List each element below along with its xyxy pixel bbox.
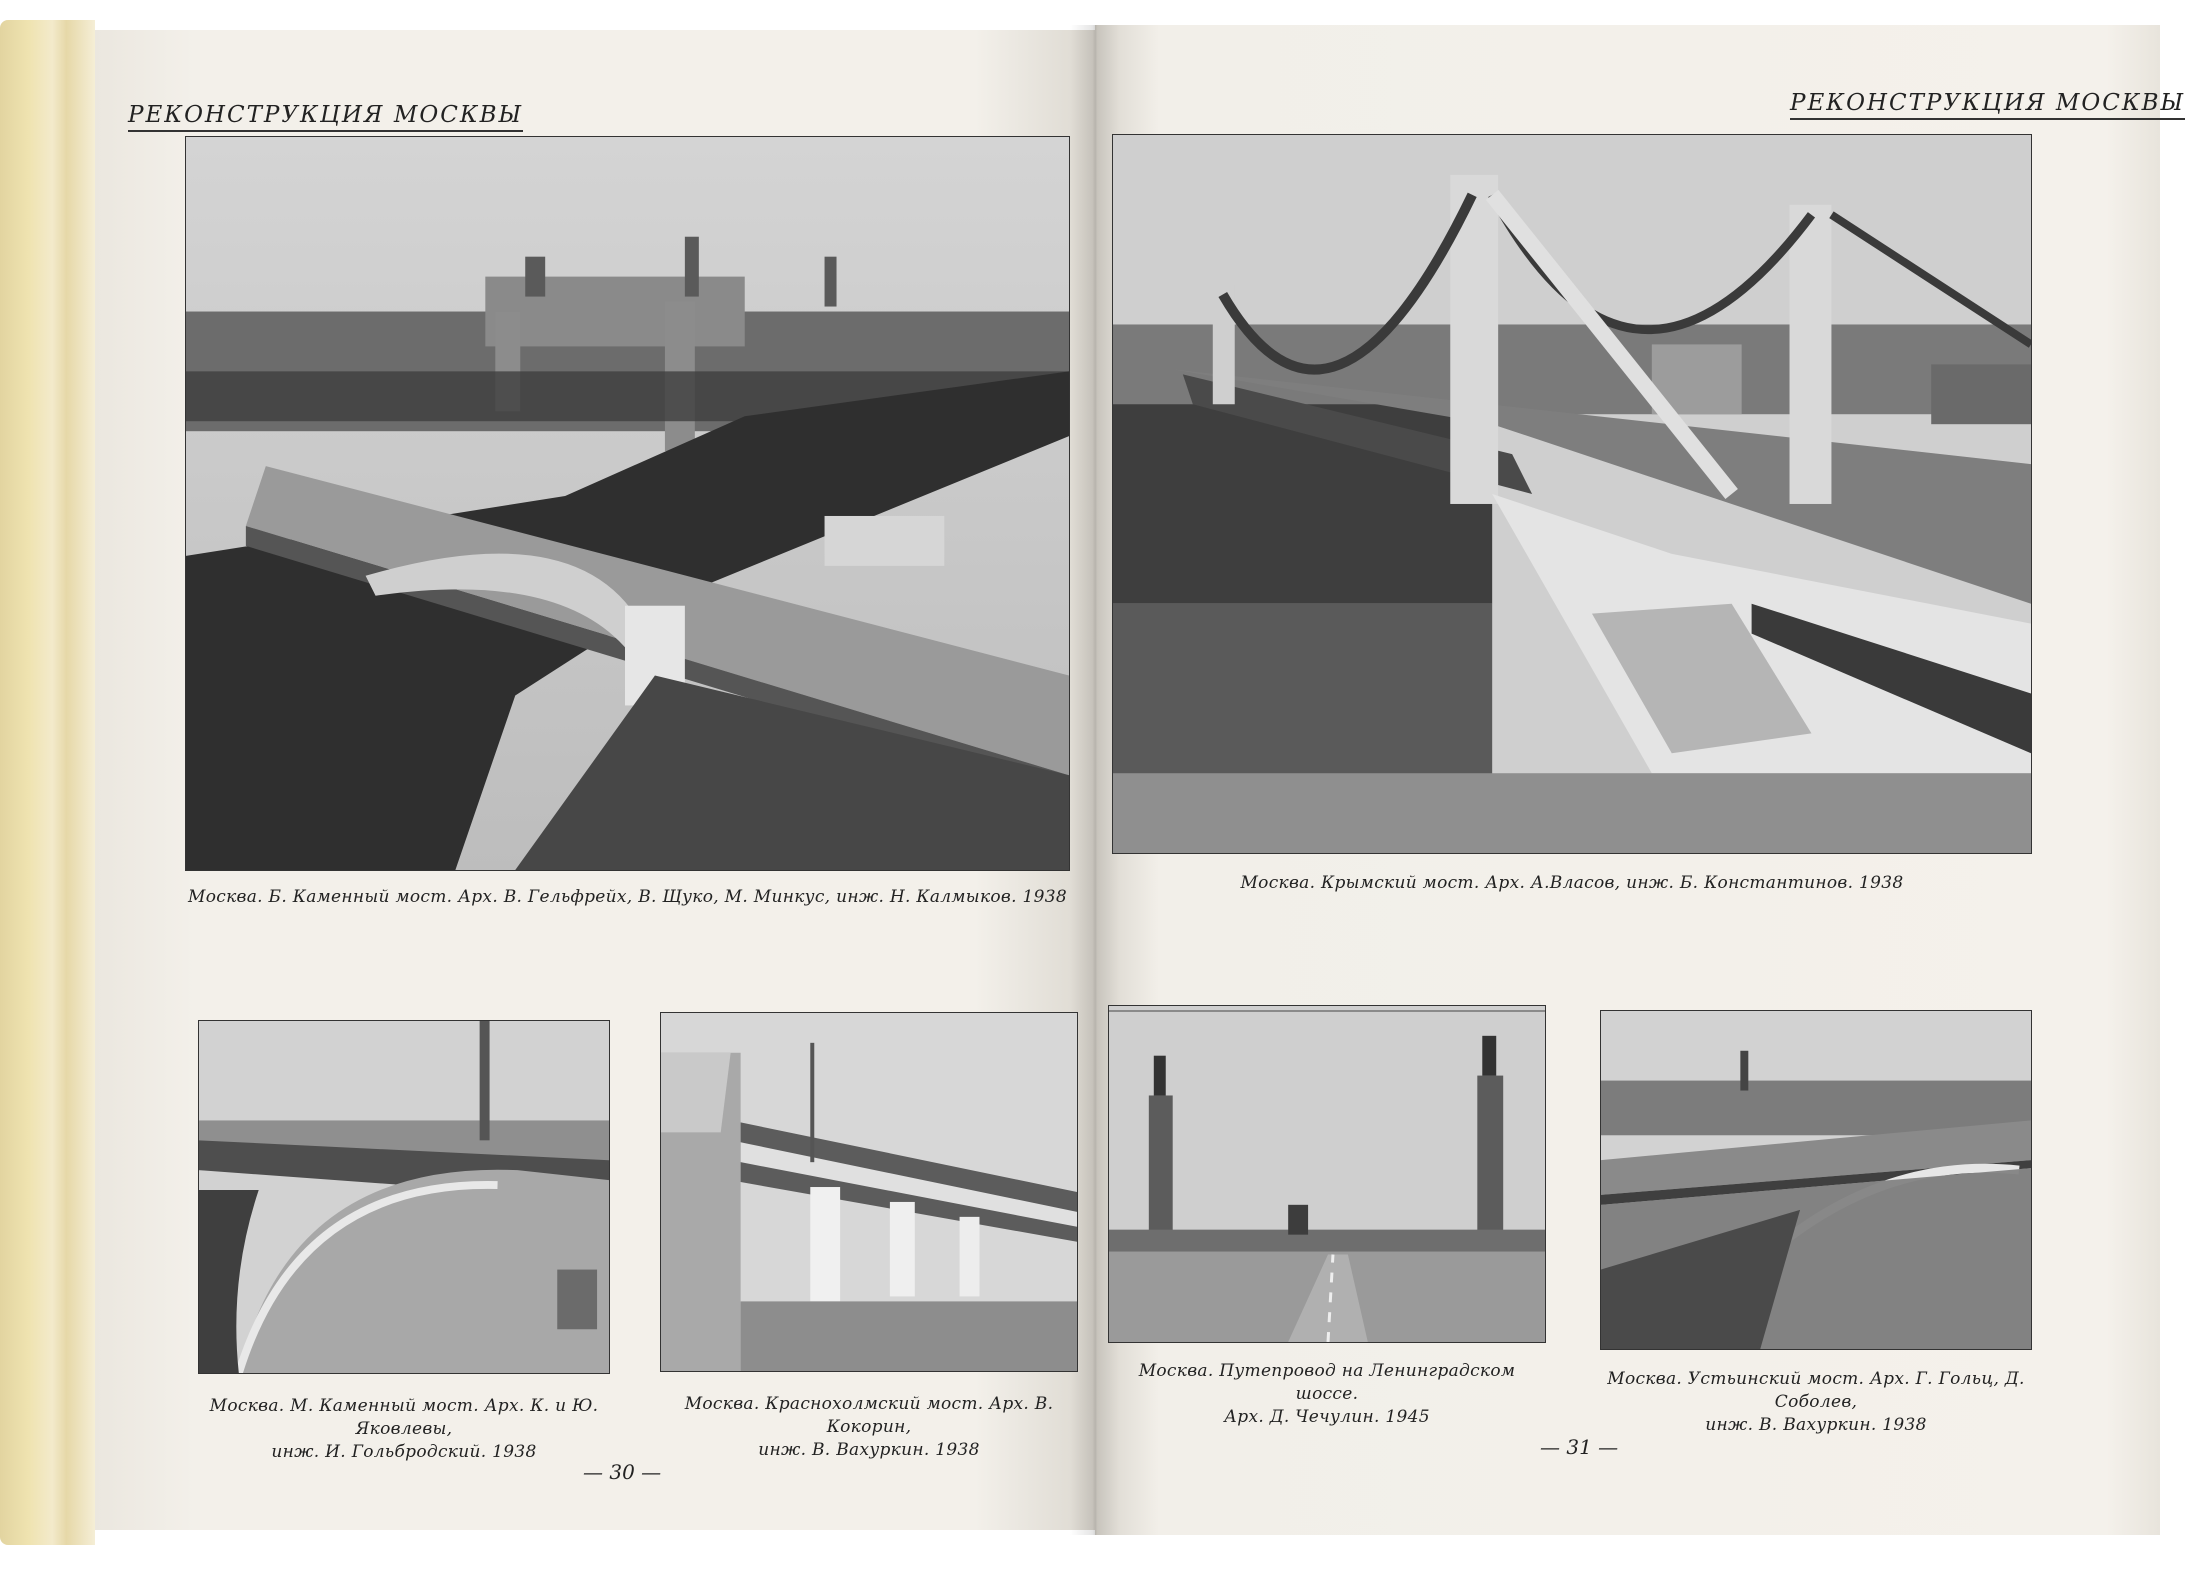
page-edges: [0, 20, 95, 1545]
caption-top-left: Москва. Б. Каменный мост. Арх. В. Гельфрейх, В. Щуко, М. Минкус, инж. Н. Калмыков. 1938: [188, 887, 1067, 907]
caption-krasnokholmsky-line2: инж. В. Вахуркин. 1938: [758, 1439, 980, 1460]
caption-leningrad-overpass-line2: Арх. Д. Чечулин. 1945: [1224, 1406, 1430, 1427]
photo-krasnokholmsky-bridge: [660, 1012, 1078, 1372]
photo-maly-kamenny-bridge: [198, 1020, 610, 1374]
caption-maly-kamenny-line1: Москва. М. Каменный мост. Арх. К. и Ю. Яковлевы,: [209, 1396, 599, 1439]
page-number-right: — 31 —: [1540, 1435, 1619, 1459]
caption-maly-kamenny-line2: инж. И. Гольбродский. 1938: [271, 1441, 537, 1462]
caption-top-right: Москва. Крымский мост. Арх. А.Власов, инж. Б. Константинов. 1938: [1240, 873, 1904, 893]
caption-maly-kamenny: [198, 1395, 610, 1464]
photo-bolshoy-kamenny-bridge: [185, 136, 1070, 871]
caption-leningrad-overpass-line1: Москва. Путепровод на Ленинградском шоссе.: [1138, 1361, 1516, 1404]
caption-ustinsky: [1600, 1368, 2032, 1437]
photo-krymsky-bridge: [1112, 134, 2032, 854]
running-head-right: РЕКОНСТРУКЦИЯ МОСКВЫ: [1790, 90, 2185, 120]
running-head-left: РЕКОНСТРУКЦИЯ МОСКВЫ: [128, 102, 523, 132]
caption-ustinsky-line2: инж. В. Вахуркин. 1938: [1705, 1414, 1927, 1435]
page-number-left: — 30 —: [583, 1460, 662, 1484]
photo-leningrad-highway-overpass: [1108, 1005, 1546, 1343]
caption-ustinsky-line1: Москва. Устьинский мост. Арх. Г. Гольц, Д. Соболев,: [1607, 1369, 2025, 1412]
caption-krasnokholmsky-line1: Москва. Краснохолмский мост. Арх. В. Кокорин,: [684, 1394, 1054, 1437]
photo-ustinsky-bridge: [1600, 1010, 2032, 1350]
caption-krasnokholmsky: [660, 1393, 1078, 1462]
caption-leningrad-overpass: [1108, 1360, 1546, 1429]
